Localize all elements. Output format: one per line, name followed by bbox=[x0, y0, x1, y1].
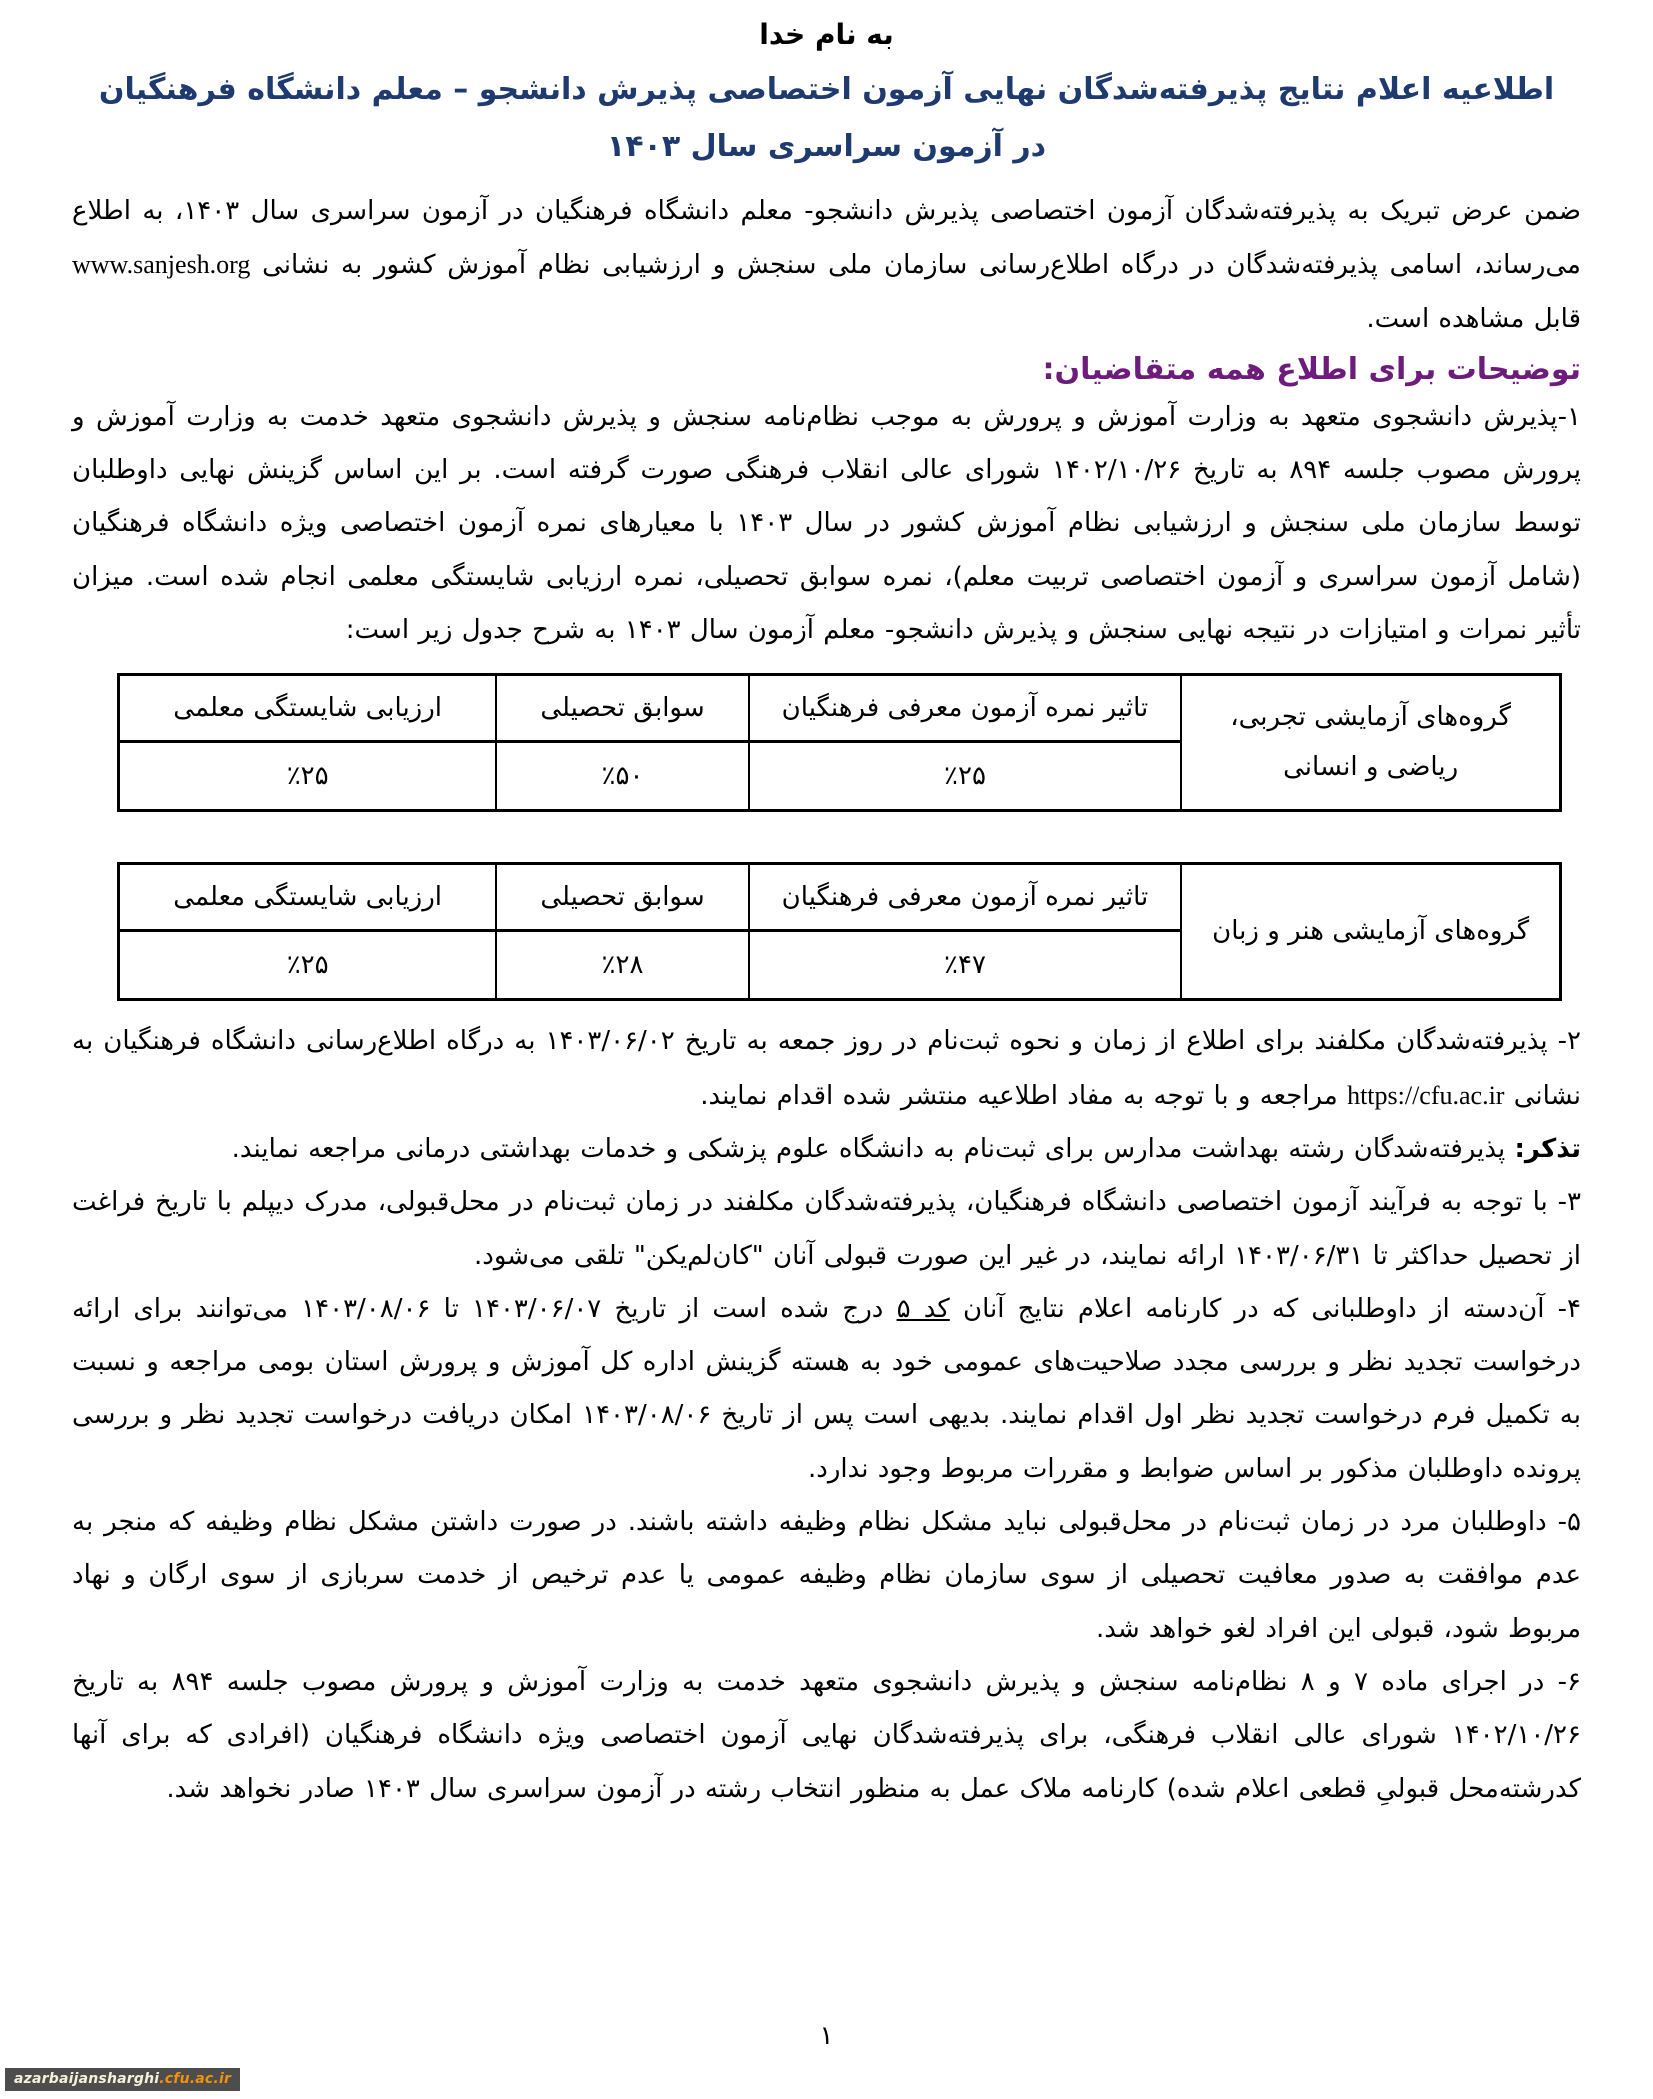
table1-value-teacher-competency: ٪۲۵ bbox=[119, 742, 497, 811]
table1-group-label: گروه‌های آزمایشی تجربی، ریاضی و انسانی bbox=[1181, 675, 1560, 811]
table2-header-teacher-competency: ارزیابی شایستگی معلمی bbox=[119, 864, 497, 931]
item-2-text-before-url: ۲- پذیرفته‌شدگان مکلفند برای اطلاع از زمان و نحوه ثبت‌نام در روز جمعه به تاریخ ۱۴۰۳/۰۶/۰۲ به درگاه اطلاع‌رسانی دانشگاه فرهنگیان به نشانی bbox=[72, 1026, 1581, 1111]
note-paragraph bbox=[72, 1123, 1581, 1176]
section-heading: توضیحات برای اطلاع همه متقاضیان: bbox=[1042, 351, 1581, 387]
score-table-main-groups bbox=[117, 673, 1562, 812]
page-title-line-1: اطلاعیه اعلام نتایج پذیرفته‌شدگان نهایی آزمون اختصاصی پذیرش دانشجو – معلم دانشگاه فرهنگیان bbox=[98, 72, 1555, 107]
table2-value-academic-records: ٪۲۸ bbox=[496, 931, 748, 1000]
table1-header-academic-records: سوابق تحصیلی bbox=[496, 675, 748, 742]
item-5-paragraph: ۵- داوطلبان مرد در زمان ثبت‌نام در محل‌قبولی نباید مشکل نظام وظیفه داشته باشند. در صورت داشتن مشکل نظام وظیفه که منجر به عدم موافقت به صدور معافیت تحصیلی از سوی سازمان نظام وظیفه عمومی یا عدم ترخیص از خدمت سربازی از سوی ارگان و نهاد مربوط شود، قبولی این افراد لغو خواهد شد. bbox=[72, 1507, 1581, 1644]
item-6-paragraph: ۶- در اجرای ماده ۷ و ۸ نظام‌نامه سنجش و پذیرش دانشجوی متعهد خدمت به وزارت آموزش و پرورش مصوب جلسه ۸۹۴ به تاریخ ۱۴۰۲/۱۰/۲۶ شورای عالی انقلاب فرهنگی، برای پذیرفته‌شدگان نهایی آزمون اختصاصی ویژه دانشگاه فرهنگیان (افرادی که برای آنها کدرشته‌محل قبولیِ قطعی اعلام شده) کارنامه ملاک عمل به منظور انتخاب رشته در آزمون سراسری سال ۱۴۰۳ صادر نخواهد شد. bbox=[72, 1666, 1581, 1804]
bismillah-line: به نام خدا bbox=[759, 18, 894, 51]
watermark-domain-suffix: .cfu.ac.ir bbox=[159, 2071, 232, 2087]
page-title bbox=[72, 61, 1581, 175]
table1-header-exam-score-impact: تاثیر نمره آزمون معرفی فرهنگیان bbox=[749, 675, 1182, 742]
note-label: تذکر: bbox=[1514, 1133, 1581, 1164]
table1-value-exam-score-impact: ٪۲۵ bbox=[749, 742, 1182, 811]
item-2-paragraph bbox=[72, 1015, 1581, 1123]
code-5-underlined: کد ۵ bbox=[896, 1293, 950, 1324]
item-2-text-after-url: مراجعه و با توجه به مفاد اطلاعیه منتشر شده اقدام نمایند. bbox=[700, 1080, 1348, 1111]
intro-text-after-url: قابل مشاهده است. bbox=[1366, 303, 1581, 334]
sanjesh-url: www.sanjesh.org bbox=[72, 250, 251, 280]
table2-header-academic-records: سوابق تحصیلی bbox=[496, 864, 748, 931]
cfu-url: https://cfu.ac.ir bbox=[1347, 1080, 1505, 1110]
item-4-text-after-code: درج شده است از تاریخ ۱۴۰۳/۰۶/۰۷ تا ۱۴۰۳/۰۸/۰۶ می‌توانند برای ارائه درخواست تجدید نظر و بررسی مجدد صلاحیت‌های عمومی خود به هسته گزینش اداره کل آموزش و پرورش استان بومی مراجعه و نسبت به تکمیل فرم درخواست تجدید نظر اول اقدام نمایند. بدیهی است پس از تاریخ ۱۴۰۳/۰۸/۰۶ امکان دریافت درخواست تجدید نظر و بررسی پرونده داوطلبان مذکور بر اساس ضوابط و مقررات مربوط وجود ندارد. bbox=[72, 1293, 1581, 1484]
table2-value-exam-score-impact: ٪۴۷ bbox=[749, 931, 1182, 1000]
intro-text-before-url: ضمن عرض تبریک به پذیرفته‌شدگان آزمون اختصاصی پذیرش دانشجو- معلم دانشگاه فرهنگیان در آزمون سراسری سال ۱۴۰۳، به اطلاع می‌رساند، اسامی پذیرفته‌شدگان در درگاه اطلاع‌رسانی سازمان ملی سنجش و ارزشیابی نظام آموزش کشور به نشانی bbox=[72, 196, 1581, 281]
page-title-line-2: در آزمون سراسری سال ۱۴۰۳ bbox=[606, 129, 1047, 164]
table1-value-academic-records: ٪۵۰ bbox=[496, 742, 748, 811]
item-4-text-before-code: ۴- آن‌دسته از داوطلبانی که در کارنامه اعلام نتایج آنان bbox=[949, 1293, 1581, 1324]
intro-paragraph bbox=[72, 185, 1581, 346]
site-watermark bbox=[5, 2068, 240, 2091]
item-3-paragraph: ۳- با توجه به فرآیند آزمون اختصاصی دانشگاه فرهنگیان، پذیرفته‌شدگان مکلفند در زمان ثبت‌نام در محل‌قبولی، مدرک دیپلم با تاریخ فراغت از تحصیل حداکثر تا ۱۴۰۳/۰۶/۳۱ ارائه نمایند، در غیر این صورت قبولی آنان "کان‌لم‌یکن" تلقی می‌شود. bbox=[72, 1187, 1581, 1271]
table2-group-label: گروه‌های آزمایشی هنر و زبان bbox=[1181, 864, 1560, 1000]
table1-header-teacher-competency: ارزیابی شایستگی معلمی bbox=[119, 675, 497, 742]
table2-value-teacher-competency: ٪۲۵ bbox=[119, 931, 497, 1000]
table2-header-exam-score-impact: تاثیر نمره آزمون معرفی فرهنگیان bbox=[749, 864, 1182, 931]
note-text: پذیرفته‌شدگان رشته بهداشت مدارس برای ثبت‌نام به دانشگاه علوم پزشکی و خدمات بهداشتی درمانی مراجعه نمایند. bbox=[231, 1133, 1515, 1164]
item-1-paragraph: ۱-پذیرش دانشجوی متعهد به وزارت آموزش و پرورش به موجب نظام‌نامه سنجش و پذیرش دانشجوی متعهد خدمت به وزارت آموزش و پرورش مصوب جلسه ۸۹۴ به تاریخ ۱۴۰۲/۱۰/۲۶ شورای عالی انقلاب فرهنگی صورت گرفته است. بر این اساس گزینش نهایی داوطلبان توسط سازمان ملی سنجش و ارزشیابی نظام آموزش کشور در سال ۱۴۰۳ با معیارهای نمره آزمون اختصاصی ویژه دانشگاه فرهنگیان (شامل آزمون سراسری و آزمون اختصاصی تربیت معلم)، نمره سوابق تحصیلی، نمره ارزیابی شایستگی معلمی انجام شده است. میزان تأثیر نمرات و امتیازات در نتیجه نهایی سنجش و پذیرش دانشجو- معلم آزمون سال ۱۴۰۳ به شرح جدول زیر است: bbox=[72, 401, 1582, 646]
score-table-art-language-groups bbox=[117, 862, 1562, 1001]
page-number: ۱ bbox=[819, 2021, 834, 2051]
watermark-site-name: azarbaijansharghi bbox=[14, 2071, 160, 2087]
item-4-paragraph bbox=[72, 1283, 1581, 1496]
